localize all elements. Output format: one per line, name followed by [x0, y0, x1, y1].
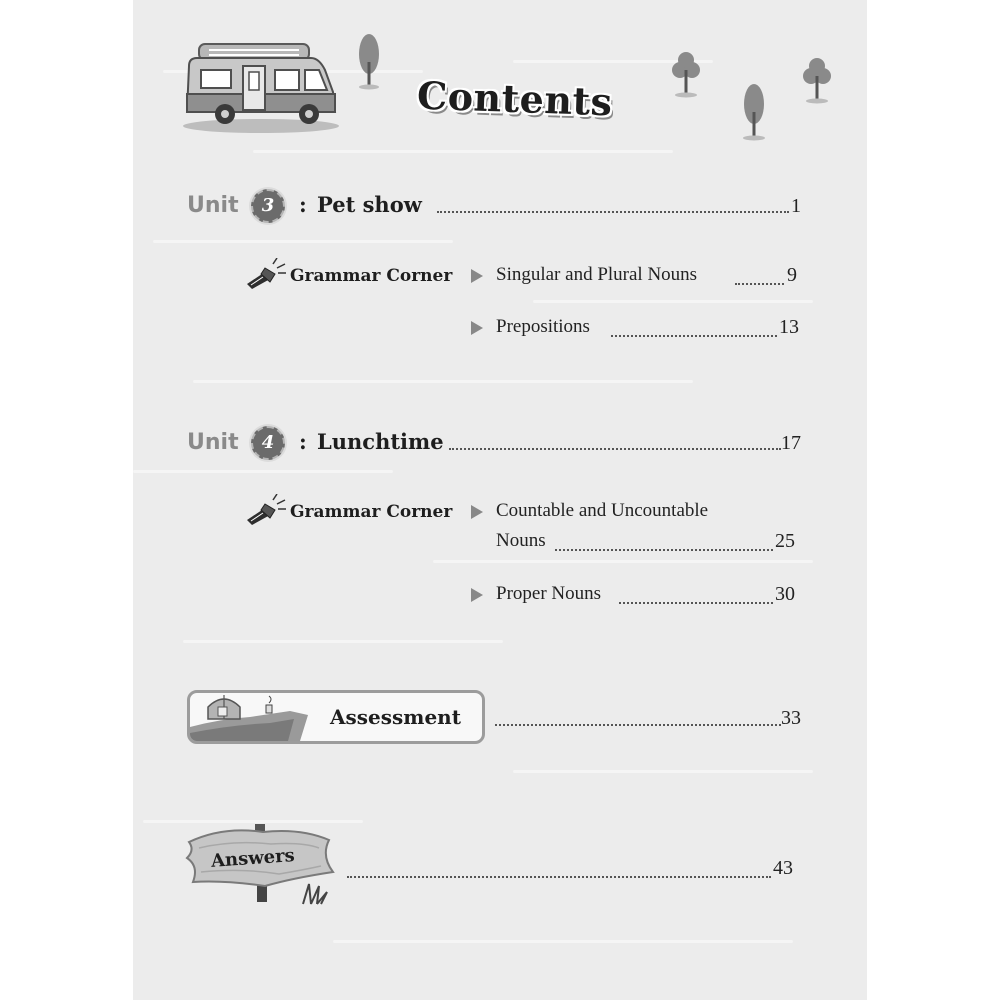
- tree-icon: [802, 54, 832, 106]
- leader-dots: [619, 602, 773, 604]
- flashlight-icon: [243, 258, 287, 290]
- page-number: 25: [775, 530, 795, 552]
- unit-colon: :: [299, 429, 307, 454]
- page-number: 13: [779, 316, 799, 338]
- flashlight-icon: [243, 494, 287, 526]
- assessment-label: Assessment: [330, 705, 461, 729]
- triangle-arrow-icon: [471, 321, 483, 335]
- unit-4-row[interactable]: [187, 426, 801, 462]
- grammar-corner-label: Grammar Corner: [290, 266, 453, 286]
- leader-dots: [347, 876, 771, 878]
- leader-dots: [437, 211, 789, 213]
- tree-icon: [357, 32, 381, 90]
- tree-icon: [741, 82, 767, 142]
- unit-number-badge: 4: [251, 426, 285, 460]
- page-number: 43: [773, 857, 793, 879]
- unit-word: Unit: [187, 430, 239, 455]
- item-title-line-2: Nouns: [496, 530, 546, 551]
- leader-dots: [555, 549, 773, 551]
- unit-title: Pet show: [317, 192, 422, 217]
- grammar-corner-label: Grammar Corner: [290, 502, 453, 522]
- item-title: Proper Nouns: [496, 583, 602, 604]
- assessment-row[interactable]: [187, 690, 801, 746]
- page-number: 33: [781, 707, 801, 729]
- camper-van-icon: [181, 40, 341, 136]
- toc-item[interactable]: [471, 316, 801, 344]
- leader-dots: [495, 724, 781, 726]
- page-number: 9: [787, 264, 797, 286]
- item-title-line-1: Countable and Uncountable: [496, 500, 709, 521]
- toc-item[interactable]: [471, 583, 801, 611]
- answers-row[interactable]: [183, 820, 801, 910]
- leader-dots: [735, 283, 784, 285]
- leader-dots: [449, 448, 781, 450]
- triangle-arrow-icon: [471, 588, 483, 602]
- page-number: 1: [791, 195, 801, 217]
- tree-icon: [671, 48, 701, 100]
- assessment-box: [187, 690, 485, 744]
- hill-house-icon: [190, 693, 316, 741]
- unit-word: Unit: [187, 193, 239, 218]
- unit-colon: :: [299, 192, 307, 217]
- toc-item[interactable]: [471, 264, 801, 292]
- page-number: 30: [775, 583, 795, 605]
- triangle-arrow-icon: [471, 505, 483, 519]
- toc-item[interactable]: [471, 500, 801, 558]
- leader-dots: [611, 335, 777, 337]
- item-title: Prepositions: [496, 316, 590, 337]
- contents-page: [133, 0, 867, 1000]
- answers-label: Answers: [210, 845, 296, 872]
- triangle-arrow-icon: [471, 269, 483, 283]
- page-title: Contents: [416, 72, 614, 125]
- item-title: Singular and Plural Nouns: [496, 264, 698, 285]
- unit-number-badge: 3: [251, 189, 285, 223]
- unit-3-row[interactable]: [187, 189, 801, 225]
- unit-title: Lunchtime: [317, 429, 444, 454]
- page-number: 17: [781, 432, 801, 454]
